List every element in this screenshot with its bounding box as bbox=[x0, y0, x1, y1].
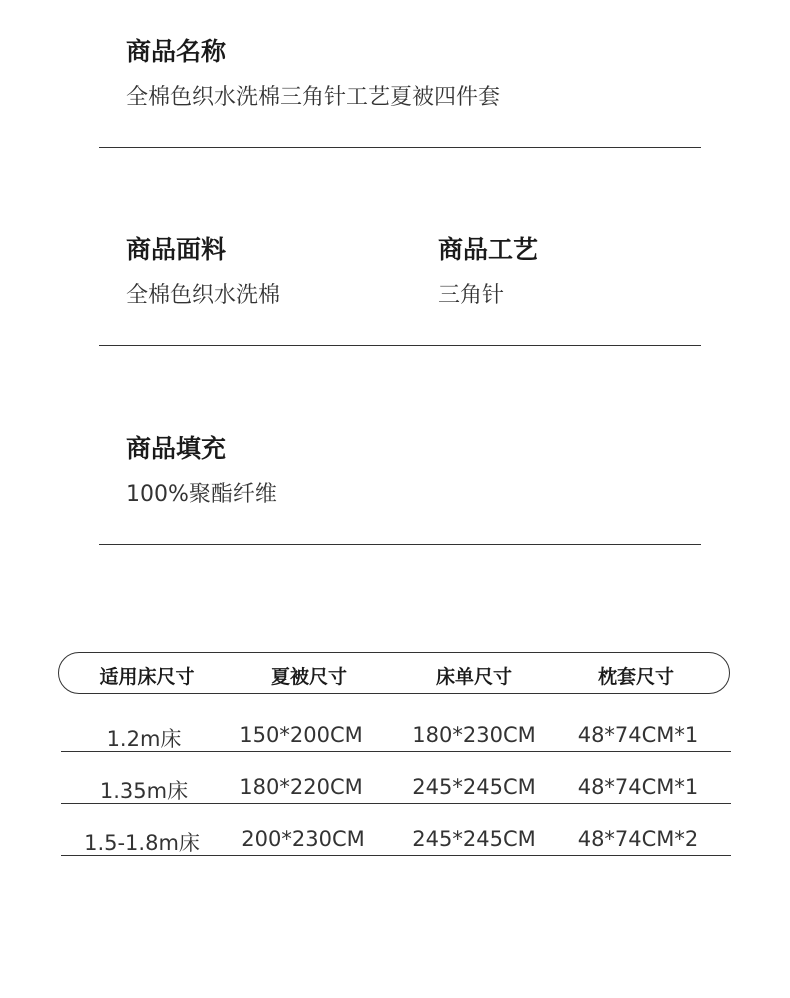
table-cell: 1.35m床 bbox=[99, 779, 189, 803]
product-filling-value: 100%聚酯纤维 bbox=[126, 482, 277, 507]
product-name-label: 商品名称 bbox=[126, 37, 227, 66]
table-row-divider bbox=[61, 751, 731, 752]
product-fabric-label: 商品面料 bbox=[126, 235, 227, 264]
product-fabric-value: 全棉色织水洗棉 bbox=[126, 283, 281, 308]
table-row-divider bbox=[61, 855, 731, 856]
size-table-header-pillowcase: 枕套尺寸 bbox=[597, 666, 675, 688]
product-craft-value: 三角针 bbox=[438, 283, 505, 308]
table-cell: 150*200CM bbox=[239, 723, 363, 747]
table-cell: 1.2m床 bbox=[106, 727, 182, 751]
table-cell: 200*230CM bbox=[241, 827, 365, 851]
divider bbox=[99, 544, 701, 545]
size-table-header-sheet: 床单尺寸 bbox=[435, 666, 513, 688]
product-name-value: 全棉色织水洗棉三角针工艺夏被四件套 bbox=[126, 85, 501, 110]
divider bbox=[99, 345, 701, 346]
table-cell: 48*74CM*1 bbox=[577, 723, 699, 747]
size-table-header-bed: 适用床尺寸 bbox=[99, 666, 195, 688]
table-cell: 1.5-1.8m床 bbox=[84, 831, 200, 855]
divider bbox=[99, 147, 701, 148]
table-cell: 180*230CM bbox=[412, 723, 536, 747]
table-cell: 48*74CM*1 bbox=[577, 775, 699, 799]
product-craft-label: 商品工艺 bbox=[438, 235, 539, 264]
table-cell: 245*245CM bbox=[412, 775, 536, 799]
table-row-divider bbox=[61, 803, 731, 804]
product-filling-label: 商品填充 bbox=[126, 434, 227, 463]
table-cell: 245*245CM bbox=[412, 827, 536, 851]
table-cell: 48*74CM*2 bbox=[577, 827, 699, 851]
table-cell: 180*220CM bbox=[239, 775, 363, 799]
size-table-header-quilt: 夏被尺寸 bbox=[270, 666, 348, 688]
